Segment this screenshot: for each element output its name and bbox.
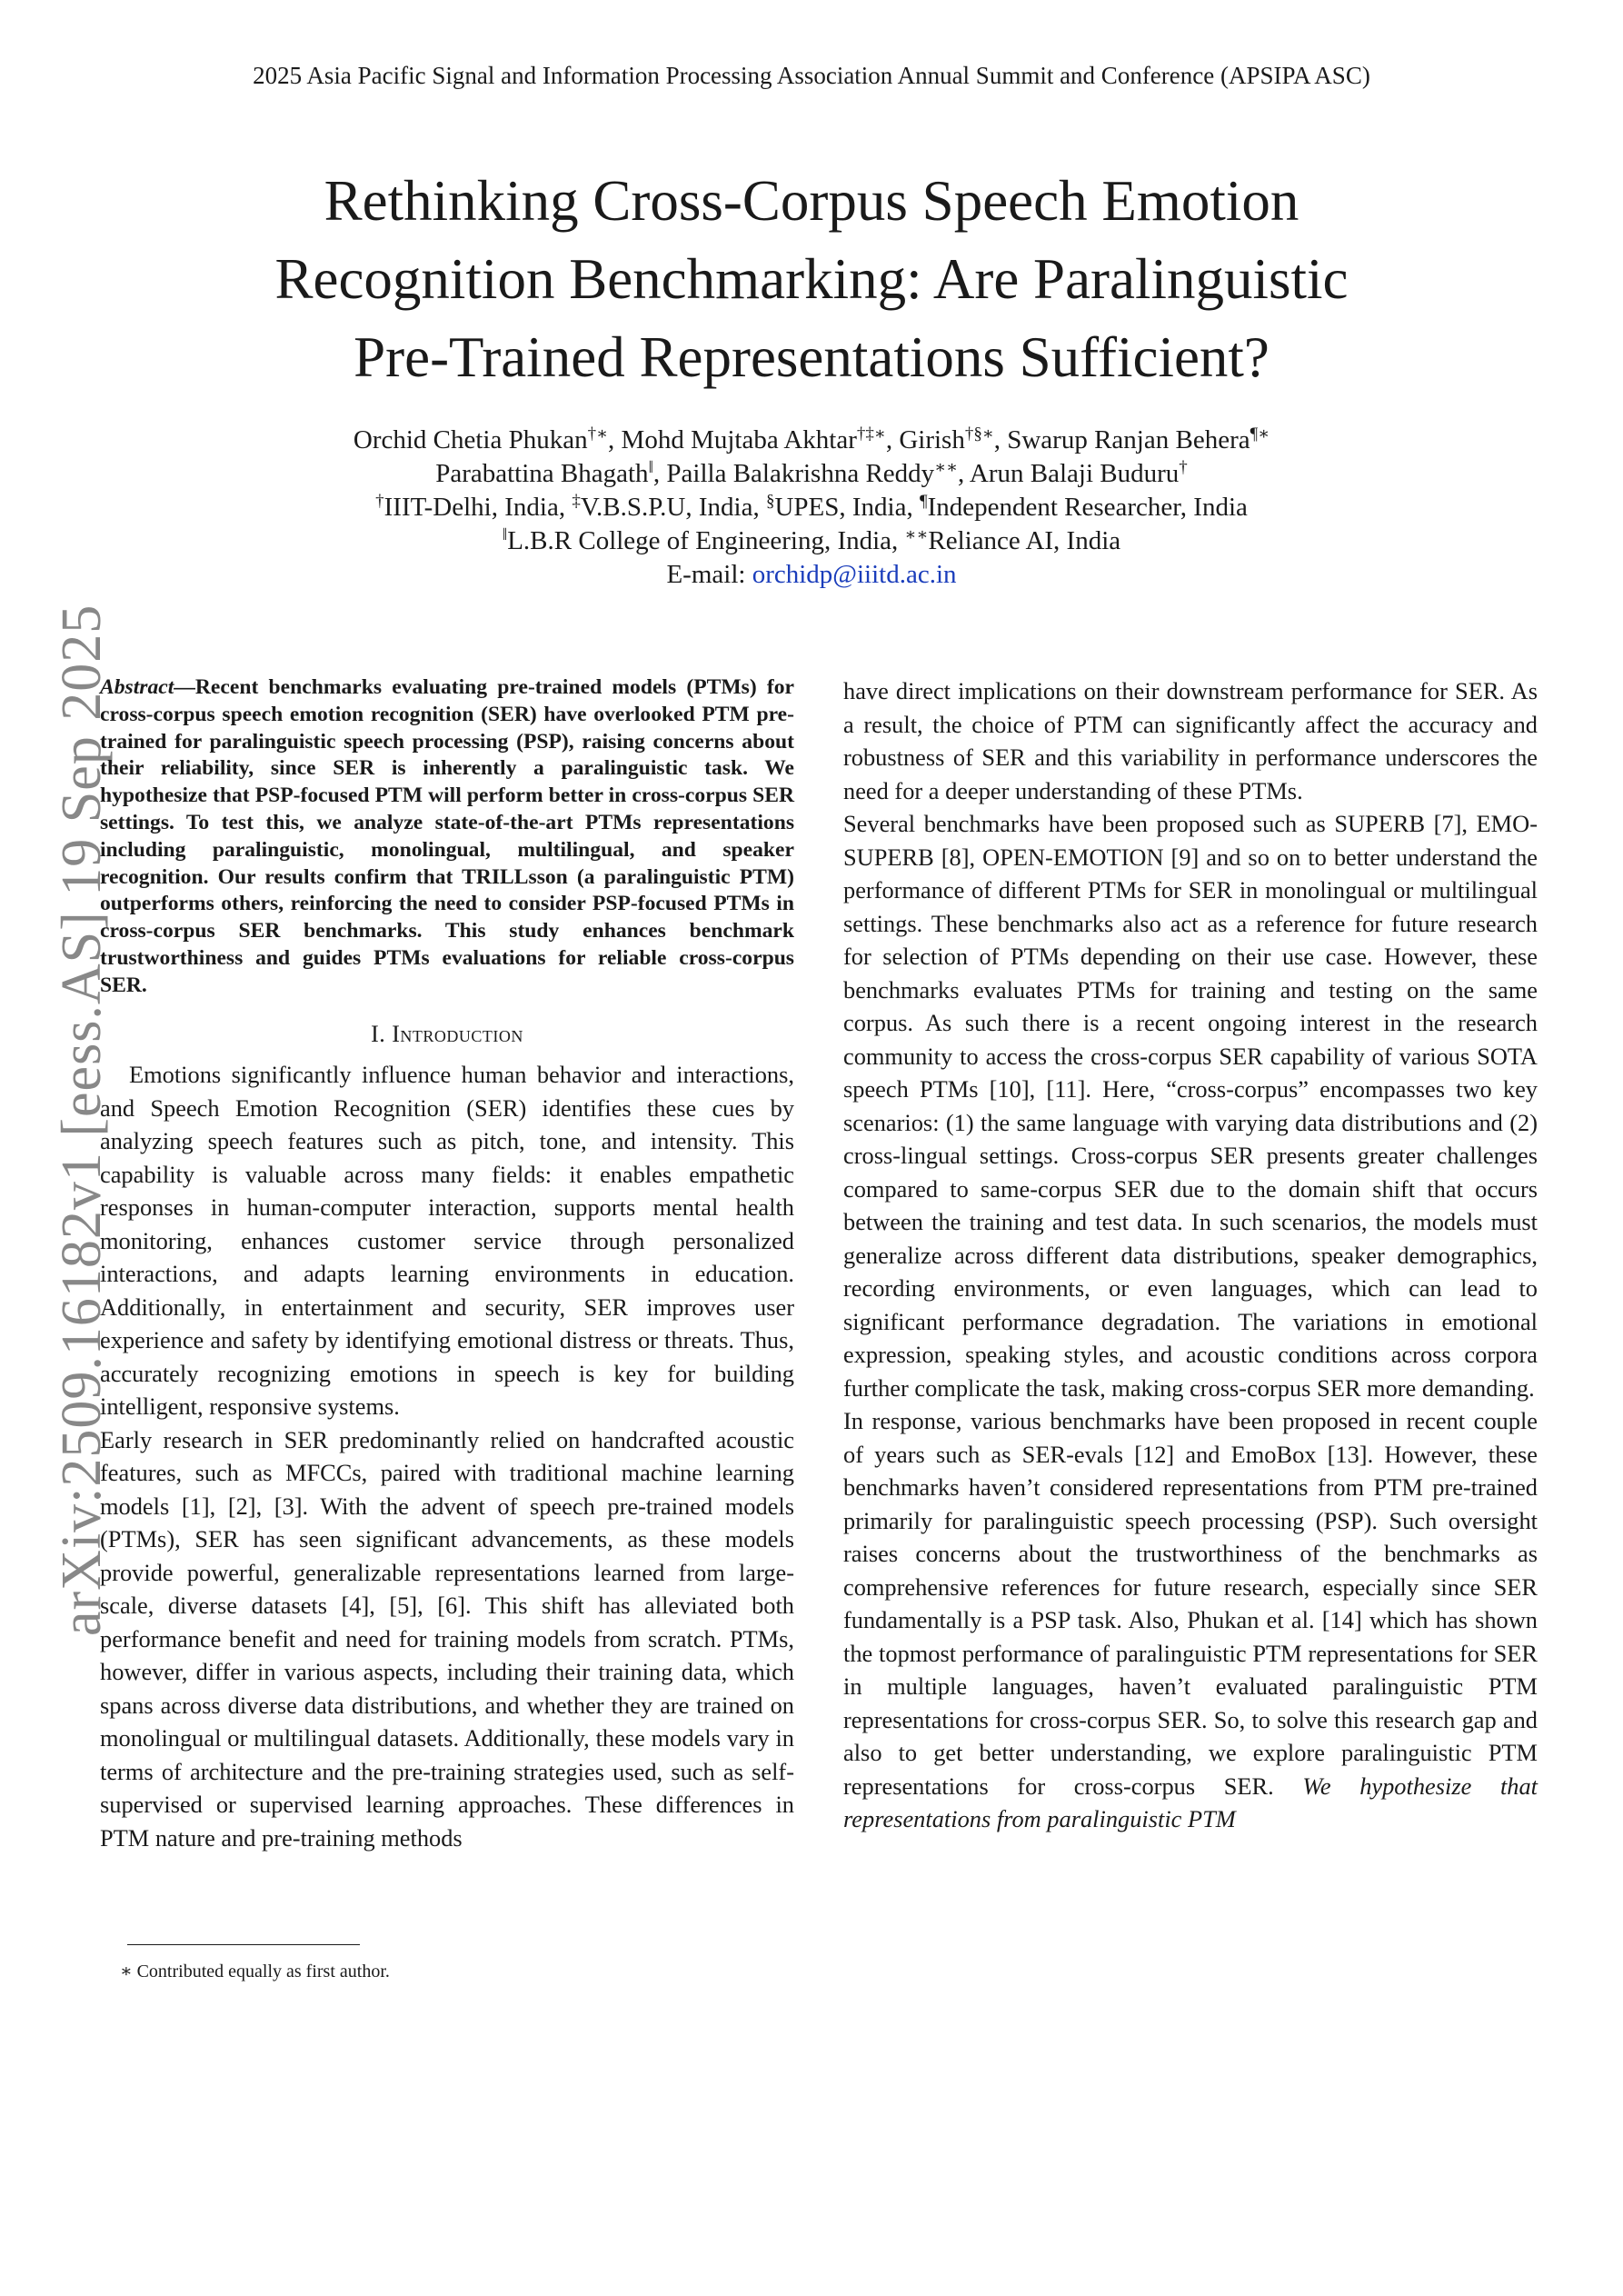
title-line: Pre-Trained Representations Sufficient? (353, 325, 1270, 389)
abstract-text: Recent benchmarks evaluating pre-trained models (PTMs) for cross-corpus speech emotion recognition (SER) have overlooked PTM pre-trained for paralinguistic speech processing (PSP), raising concerns about their reliability, since SER is inherently a paralinguistic task. We hypothesize that PSP-focused PTM will perform better in cross-corpus SER settings. To test this, we analyze state-of-the-art PTMs representations including paralinguistic, monolingual, multilingual, and speaker recognition. Our results confirm that TRILLsson (a paralinguistic PTM) outperforms others, reinforcing the need to consider PSP-focused PTMs in cross-corpus SER benchmarks. This study enhances benchmark trustworthiness and guides PTMs evaluations for reliable cross-corpus SER. (100, 675, 794, 997)
abstract-label: Abstract (100, 675, 174, 699)
affiliation-mark: ∗∗ (904, 525, 929, 544)
footnote (120, 1960, 390, 1982)
affiliation-text: UPES, India, (774, 493, 920, 522)
paragraph: Several benchmarks have been proposed such as SUPERB [7], EMO-SUPERB [8], OPEN-EMOTION [9] and so on to better understand the performance of different PTMs for SER in monolingual or multilingual settings. These benchmarks also act as a reference for future research for selection of PTMs depending on their use case. However, these benchmarks evaluates PTMs for training and testing on the same corpus. As such there is a recent ongoing interest in the research community to access the cross-corpus SER capability of various SOTA speech PTMs [10], [11]. Here, “cross-corpus” encompasses two key scenarios: (1) the same language with varying data distributions and (2) cross-lingual settings. Cross-corpus SER presents greater challenges compared to same-corpus SER due to the domain shift that occurs between the training and test data. In such scenarios, the models must generalize across different data distributions, speaker demographics, recording environments, or even languages, which can lead to significant performance degradation. The variations in emotional expression, speaking styles, and acoustic conditions across corpora further complicate the task, making cross-corpus SER more demanding. (843, 810, 1538, 1402)
affiliation-mark: § (765, 492, 775, 511)
paper-title (136, 162, 1487, 396)
affiliation-text: Independent Researcher, India (927, 493, 1248, 522)
author-line-2 (136, 457, 1487, 491)
paragraph: Emotions significantly influence human behavior and interactions, and Speech Emotion Recognition (SER) identifies these cues by analyzing speech features such as pitch, tone, and intensity. This capability is valuable across many fields: it enables empathetic responses in human-computer interaction, supports mental health monitoring, enhances customer service through personalized interactions, and adapts learning environments in education. Additionally, in entertainment and security, SER improves user experience and safety by identifying emotional distress or threats. Thus, accurately recognizing emotions in speech is key for building intelligent, responsive systems. (100, 1061, 794, 1421)
author-line-1 (136, 424, 1487, 457)
author-name: , Mohd Mujtaba Akhtar (608, 425, 857, 454)
affiliation-text: L.B.R College of Engineering, India, (507, 526, 905, 555)
author-marks: ‖ (648, 458, 653, 477)
paragraph (843, 1404, 1538, 1836)
author-name: , Arun Balaji Buduru (958, 459, 1180, 488)
author-marks: † (1179, 458, 1188, 477)
author-marks: †‡∗ (856, 424, 886, 444)
email-link[interactable]: orchidp@iiitd.ac.in (752, 560, 957, 589)
author-marks: ∗∗ (934, 458, 959, 477)
email-label: E-mail: (666, 560, 752, 589)
conference-header: 2025 Asia Pacific Signal and Information Processing Association Annual Summit and Conference (APSIPA ASC) (253, 62, 1370, 89)
paragraph: have direct implications on their downstream performance for SER. As a result, the choice of PTM can significantly affect the accuracy and robustness of SER and this variability in performance underscores the need for a deeper understanding of these PTMs. (843, 677, 1538, 804)
section-title: Introduction (392, 1020, 523, 1047)
title-line: Rethinking Cross-Corpus Speech Emotion (324, 169, 1299, 233)
author-name: , Pailla Balakrishna Reddy (652, 459, 935, 488)
footnote-text: Contributed equally as first author. (132, 1962, 390, 1982)
section-number: I. (371, 1020, 393, 1047)
paragraph: Early research in SER predominantly relied on handcrafted acoustic features, such as MFCCs, paired with traditional machine learning models [1], [2], [3]. With the advent of speech pre-trained models (PTMs), SER has seen significant advancements, as these models provide powerful, generalizable representations learned from large-scale, diverse datasets [4], [5], [6]. This shift has alleviated both performance benefit and need for training models from scratch. PTMs, however, differ in various aspects, including their training data, which spans across diverse data distributions, and whether they are trained on monolingual or multilingual datasets. Additionally, these models vary in terms of architecture and the pre-training strategies used, such as self-supervised or supervised learning approaches. These differences in PTM nature and pre-training methods (100, 1425, 794, 1852)
left-column (100, 674, 794, 1854)
affiliation-line-1 (136, 491, 1487, 524)
affiliation-mark: ¶ (919, 492, 928, 511)
affiliation-mark: ‡ (572, 492, 581, 511)
abstract (100, 674, 794, 1000)
affiliation-line-2 (136, 524, 1487, 558)
author-marks: †∗ (587, 424, 609, 444)
arxiv-identifier: arXiv:2509.16182v1 [eess.AS] 19 Sep 2025 (51, 604, 113, 1636)
author-block (136, 424, 1487, 592)
title-line: Recognition Benchmarking: Are Paralinguistic (274, 247, 1349, 311)
affiliation-text: IIIT-Delhi, India, (383, 493, 573, 522)
affiliation-text: V.B.S.P.U, India, (580, 493, 766, 522)
abstract-dash: — (174, 675, 195, 699)
author-name: Parabattina Bhagath (435, 459, 649, 488)
affiliation-mark: ‖ (502, 525, 508, 544)
footnote-mark: ∗ (120, 1962, 133, 1982)
affiliation-mark: † (375, 492, 384, 511)
email-line (136, 558, 1487, 592)
section-heading-introduction (100, 1018, 794, 1052)
author-name: , Girish (885, 425, 965, 454)
author-marks: ¶∗ (1250, 424, 1270, 444)
hypothesis-text: We hypothesize that representations from paralinguistic PTM (843, 1772, 1538, 1832)
author-name: , Swarup Ranjan Behera (993, 425, 1250, 454)
author-marks: †§∗ (964, 424, 994, 444)
affiliation-text: Reliance AI, India (928, 526, 1121, 555)
paragraph-text: In response, various benchmarks have been proposed in recent couple of years such as SER-evals [12] and EmoBox [13]. However, these benchmarks haven’t considered representations from PTM pre-trained primarily for paralinguistic speech processing (PSP). Such oversight raises concerns about the trustworthiness of the benchmarks as comprehensive references for future research, especially since SER fundamentally is a PSP task. Also, Phukan et al. [14] which has shown the topmost performance of paralinguistic PTM representations for SER in multiple languages, haven’t evaluated paralinguistic PTM representations for cross-corpus SER. So, to solve this research gap and also to get better understanding, we explore paralinguistic PTM representations for cross-corpus SER. (843, 1407, 1538, 1800)
footnote-divider (127, 1944, 360, 1945)
author-name: Orchid Chetia Phukan (353, 425, 588, 454)
right-column (843, 674, 1538, 1836)
